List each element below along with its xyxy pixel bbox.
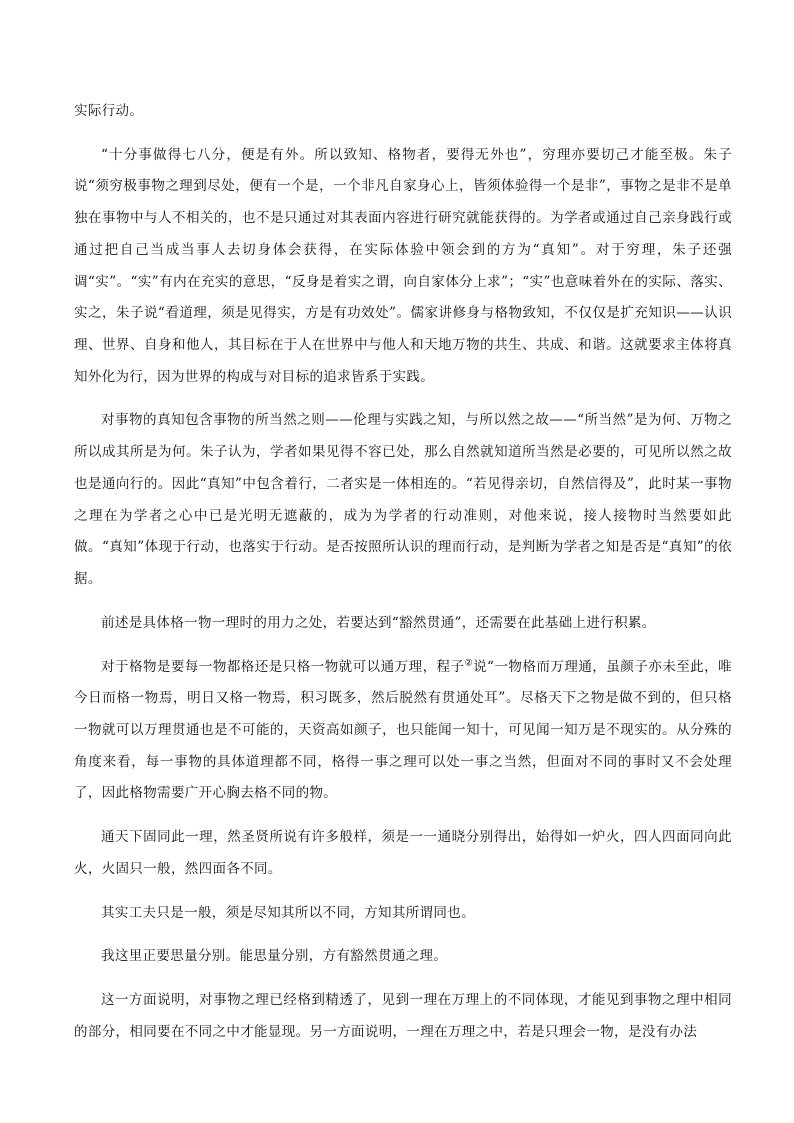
- paragraph-5-part-2: 说“一物格而万理通，虽颜子亦未至此，唯今日而格一物焉，明日又格一物焉，积习既多，然后脱然有贯通处耳”。尽格天下之物是做不到的，但只格一物就可以万理贯通也是不可能的，天资高如颜子，也只能闻一知十，可见闻一知万是不现实的。从分殊的角度来看，每一事物的具体道理都不同，格得一事之理可以处一事之当然，但面对不同的事时又不会处理了，因此格物需要广开心胸去格不同的物。: [74, 658, 732, 802]
- quote-paragraph-3: 我这里正要思量分别。能思量分别，方有豁然贯通之理。: [101, 948, 448, 965]
- paragraph-2: “十分事做得七八分，便是有外。所以致知、格物者，要得无外也”，穷理亦要切己才能至极。朱子说“须穷极事物之理到尽处，便有一个是，一个非凡自家身心上，皆须体验得一个是非”，事物之是非不是单独在事物中与人不相关的，也不是只通过对其表面内容进行研究就能获得的。为学者或通过自己亲身践行或通过把自己当成当事人去切身体会获得，在实际体验中领会到的方为“真知”。对于穷理，朱子还强调“实”。“实”有内在充实的意思，“反身是着实之谓，向自家体分上求”；“实”也意味着外在的实际、落实、实之，朱子说“看道理，须是见得实，方是有功效处”。儒家讲修身与格物致知，不仅仅是扩充知识——认识理、世界、自身和他人，其目标在于人在世界中与他人和天地万物的共生、共成、和谐。这就要求主体将真知外化为行，因为世界的构成与对目标的追求皆系于实践。: [74, 146, 732, 385]
- paragraph-9: 这一方面说明，对事物之理已经格到精透了，见到一理在万理上的不同体现，才能见到事物之理中相同的部分，相同要在不同之中才能显现。另一方面说明，一理在万理之中，若是只理会一物，是没有办法: [74, 991, 732, 1040]
- document-body: [74, 96, 732, 1060]
- paragraph-3: 对事物的真知包含事物的所当然之则——伦理与实践之知，与所以然之故——“所当然”是为何、万物之所以成其所是为何。朱子认为，学者如果见得不容已处，那么自然就知道所当然是必要的，可见所以然之故也是通向行的。因此“真知”中包含着行，二者实是一体相连的。“若见得亲切，自然信得及”，此时某一事物之理在为学者之心中已是光明无遮蔽的，成为为学者的行动准则，对他来说，接人接物时当然要如此做。“真知”体现于行动，也落实于行动。是否按照所认识的理而行动，是判断为学者之知是否是“真知”的依据。: [74, 412, 732, 588]
- paragraph-4: 前述是具体格一物一理时的用力之处，若要达到“豁然贯通”，还需要在此基础上进行积累。: [101, 614, 656, 631]
- footnote-marker: ②: [464, 658, 474, 668]
- paragraph-1: 实际行动。: [74, 103, 144, 119]
- quote-paragraph-1: 通天下固同此一理，然圣贤所说有许多般样，须是一一通晓分别得出，始得如一炉火，四人四面同向此火，火固只一般，然四面各不同。: [74, 829, 732, 877]
- quote-paragraph-2: 其实工夫只是一般，须是尽知其所以不同，方知其所谓同也。: [101, 904, 475, 921]
- paragraph-5-part-1: 对于格物是要每一物都格还是只格一物就可以通万理，程子: [101, 658, 465, 675]
- paragraph-5: [74, 652, 732, 811]
